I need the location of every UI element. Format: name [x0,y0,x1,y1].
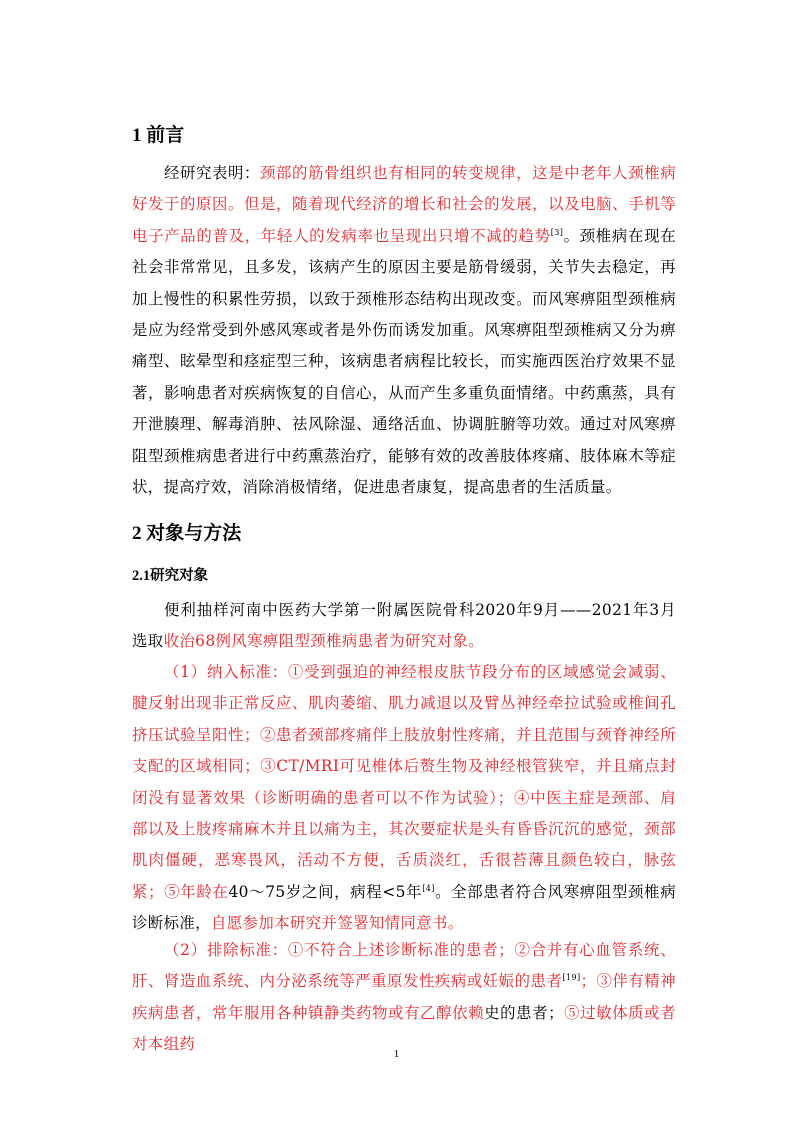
exclusion-criteria-paragraph [132,935,676,1061]
age-range-text: 40～75岁之间，病程<5年 [228,882,423,901]
inclusion-criteria-paragraph [132,657,676,940]
intro-paragraph [132,158,676,503]
citation-ref: [19] [562,973,581,983]
page-number: 1 [393,1048,400,1060]
section-heading-intro: 1 前言 [132,125,185,146]
exclusion-allergy-text: ⑤过敏体质或者对本组药 [132,1003,676,1054]
section-heading-methods: 2 对象与方法 [132,523,242,544]
diagnosis-text: 。全部患者符合风寒痹阻型颈椎病诊断标准， [132,882,676,933]
subsection-heading-subjects: 2.1研究对象 [132,568,209,584]
subjects-text: 便利抽样河南中医药大学第一附属医院骨科2020年9月——2021年3月选取 [132,601,676,651]
intro-highlight-text: 颈部的筋骨组织也有相同的转变规律，这是中老年人颈椎病好发于的原因。但是，随着现代经济的增长和社会的发展，以及电脑、手机等电子产品的普及，年轻人的发病率也呈现出只增不减的趋势 [132,164,676,245]
exclusion-criteria-text: （2）排除标准：①不符合上述诊断标准的患者；②合并有心血管系统、肝、肾造血系统、内分泌系统等严重原发性疾病或妊娠的患者 [132,941,676,991]
intro-lead-text: 经研究表明： [164,164,261,182]
citation-ref: [3] [550,227,564,237]
exclusion-history-text: 史的患者； [484,1003,564,1022]
subjects-highlight-text: 收治68例风寒痹阻型颈椎病患者为研究对象。 [163,632,484,651]
consent-text: 自愿参加本研究并签署知情同意书。 [210,914,464,933]
citation-ref: [4] [422,883,435,893]
inclusion-criteria-text: （1）纳入标准：①受到强迫的神经根皮肤节段分布的区域感觉会减弱、腱反射出现非正常反应、肌肉萎缩、肌力减退以及臂丛神经牵拉试验或椎间孔挤压试验呈阳性；②患者颈部疼痛伴上肢放射性疼痛，并且范围与颈脊神经所支配的区域相同；③CT/MRI可见椎体后赘生物及神经根管狭窄，并且痛点封闭没有显著效果（诊断明确的患者可以不作为试验）；④中医主症是颈部、肩部以及上肢疼痛麻木并且以痛为主，其次要症状是头有昏昏沉沉的感觉，颈部肌肉僵硬，恶寒畏风，活动不方便，舌质淡红，舌很苔薄且颜色较白，脉弦紧；⑤年龄在 [132,663,676,901]
exclusion-psychiatric-text: ；③伴有精神疾病患者，常年服用各种镇静类药物或有乙醇依赖 [132,972,676,1022]
intro-body-text: 。颈椎病在现在社会非常常见，且多发，该病产生的原因主要是筋骨缓弱，关节失去稳定，再加上慢性的积累性劳损，以致于颈椎形态结构出现改变。而风寒痹阻型颈椎病是应为经常受到外感风寒或者是外伤而诱发加重。风寒痹阻型颈椎病又分为痹痛型、眩晕型和痉症型三种，该病患者病程比较长，而实施西医治疗效果不显著，影响患者对疾病恢复的自信心，从而产生多重负面情绪。中药熏蒸，具有开泄腠理、解毒消肿、祛风除湿、通络活血、协调脏腑等功效。通过对风寒痹阻型颈椎病患者进行中药熏蒸治疗，能够有效的改善肢体疼痛、肢体麻木等症状，提高疗效，消除消极情绪，促进患者康复，提高患者的生活质量。 [132,226,676,497]
subjects-paragraph [132,595,676,658]
